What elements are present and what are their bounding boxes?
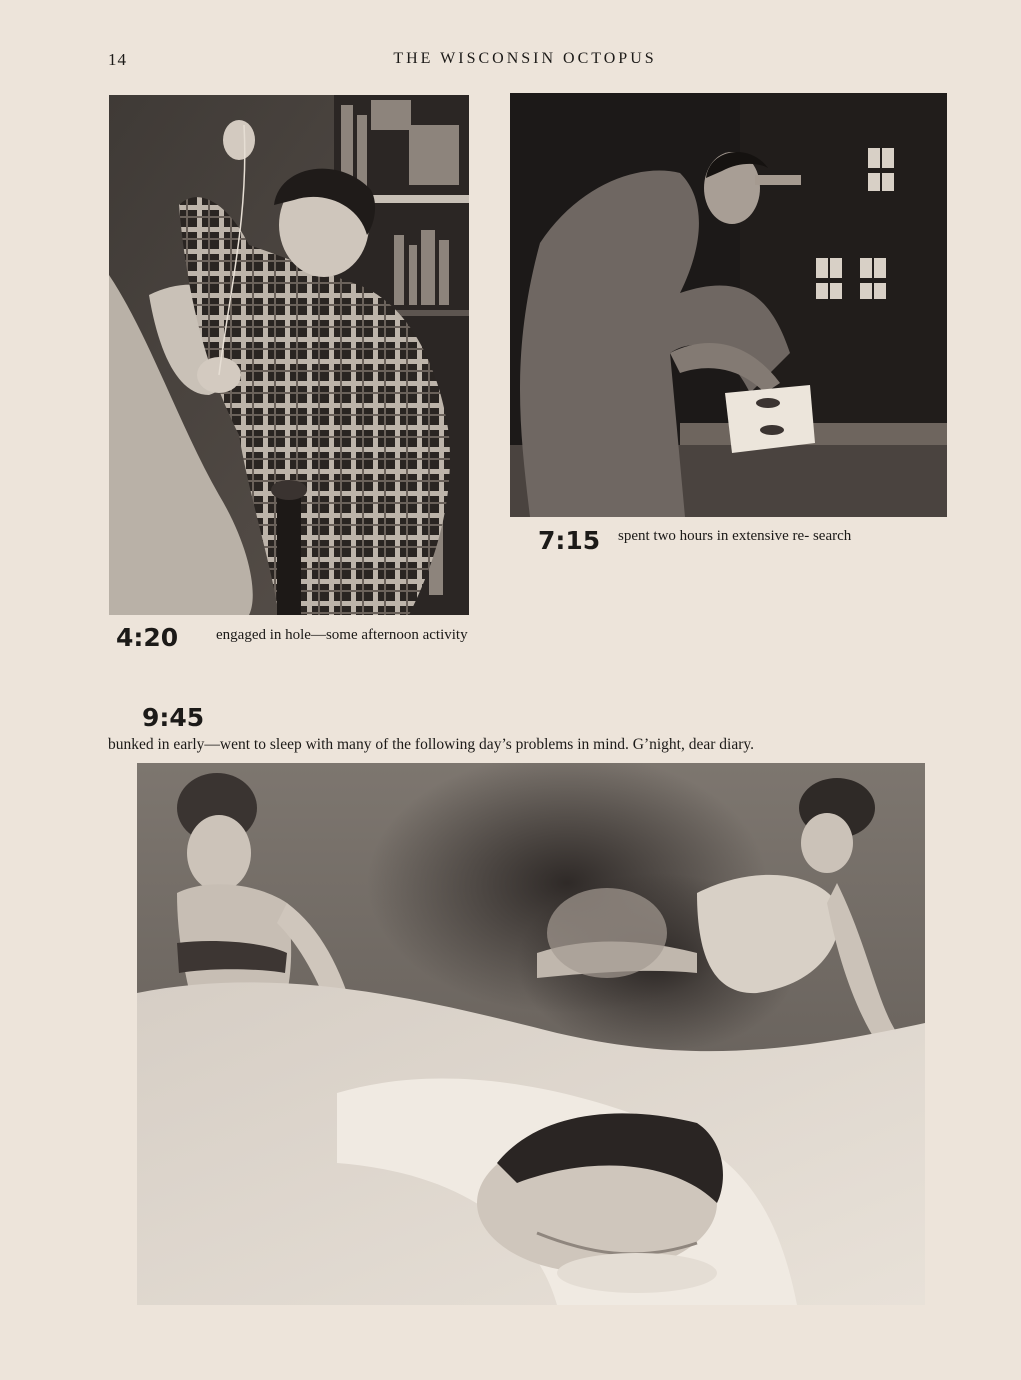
photo-dream-montage-image (137, 763, 925, 1305)
page-number: 14 (108, 50, 127, 69)
entry-time-3: 9:45 (142, 703, 205, 732)
photo-dream-montage (137, 763, 925, 1305)
entry-time-2: 7:15 (538, 526, 601, 555)
entry-caption-1: engaged in hole—some afternoon activity (216, 627, 468, 643)
photo-darning (109, 95, 469, 615)
photo-darning-image (109, 95, 469, 615)
publication-title: THE WISCONSIN OCTOPUS (393, 50, 657, 67)
photo-research-image (510, 93, 947, 517)
entry-caption-3: bunked in early—went to sleep with many of the following day’s problems in mind. G’night, dear diary. (108, 736, 754, 753)
entry-caption-2: spent two hours in extensive re- search (618, 528, 852, 544)
entry-time-1: 4:20 (116, 623, 179, 652)
photo-research (510, 93, 947, 517)
